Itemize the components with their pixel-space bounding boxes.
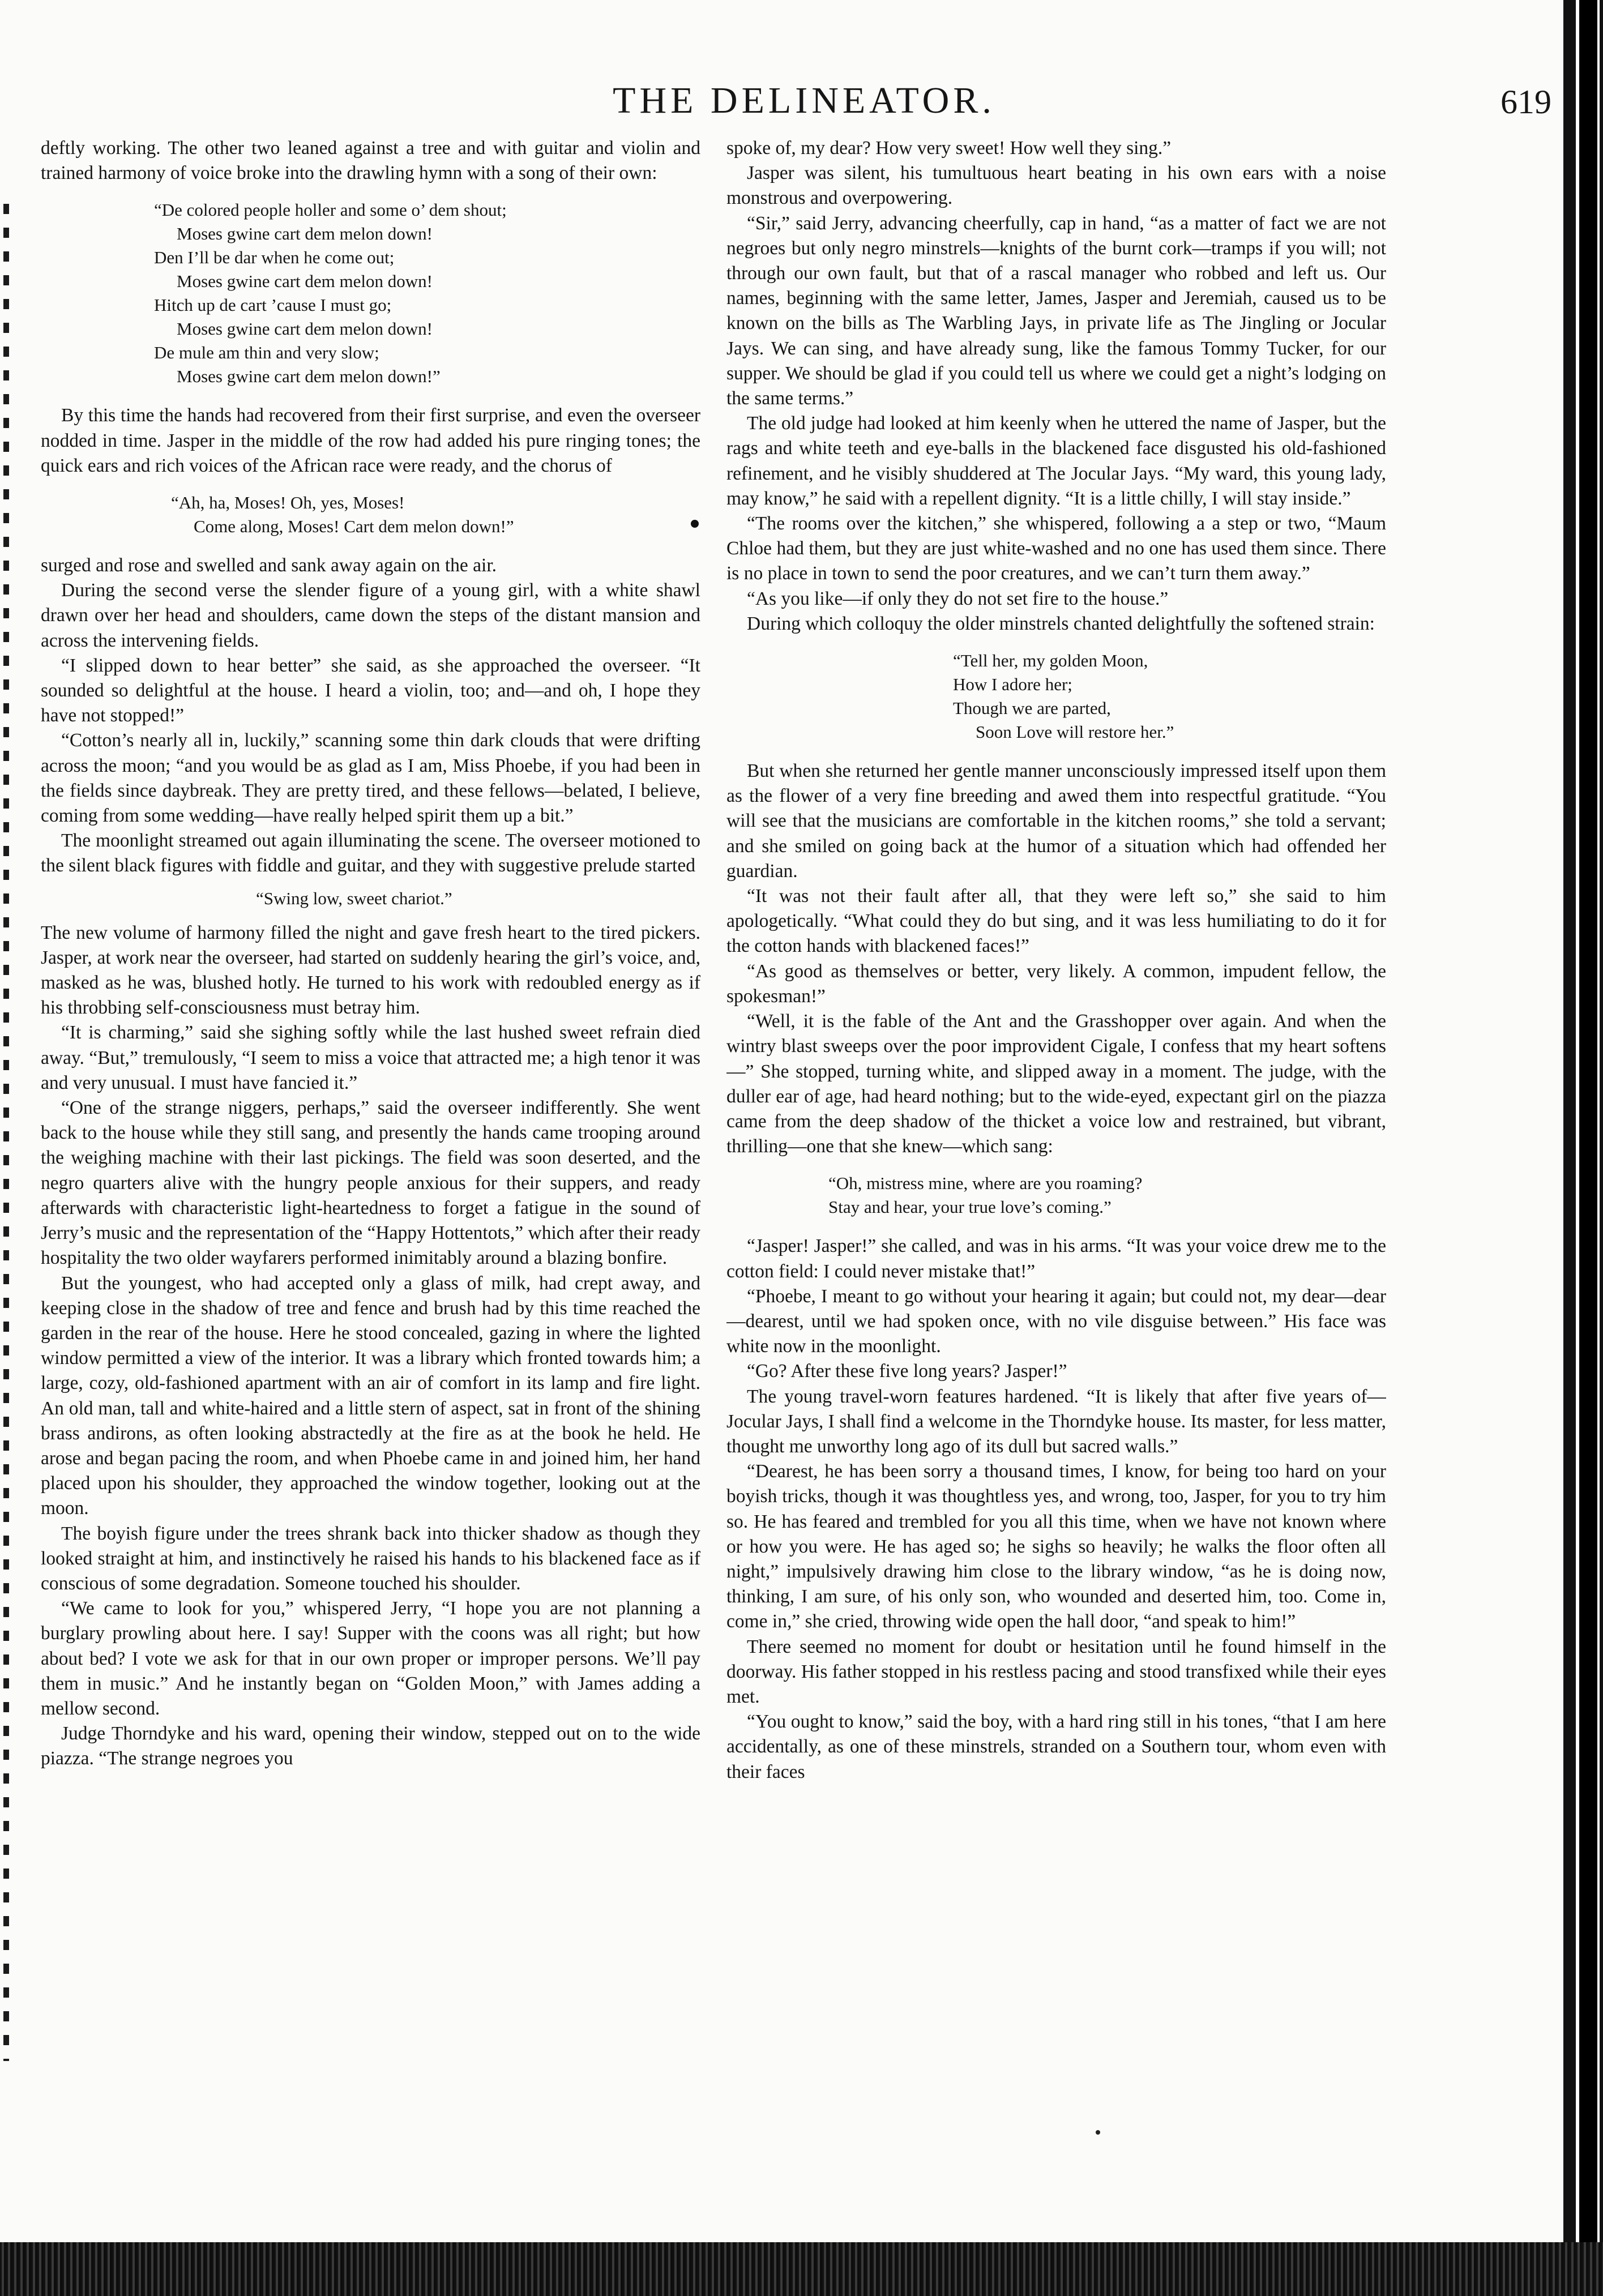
paragraph: “As you like—if only they do not set fire to the house.” <box>747 588 1169 609</box>
paragraph: “Sir,” said Jerry, advancing cheerfully, cap in hand, “as a matter of fact we are not negroes but only negro minstrels—knights of the burnt cork—tramps if you will; not through our own fault, but that of a rascal manager who robbed and left us. Our names, beginning with the same letter, James, Jasper and Jeremiah, caused us to be known on the bills as The Warbling Jays, in private life as The Jingling or Jocular Jays. We can sing, and have already sung, like the famous Tommy Tucker, for our supper. We should be glad if you could tell us where we could get a night’s lodging on the same terms.” <box>726 212 1386 409</box>
paragraph: “Well, it is the fable of the Ant and the Grasshopper over again. And when the wintry blast sweeps over the poor improvident Cigale, I confess that my heart softens—” She stopped, turning white, and slipped away in a moment. The judge, with the duller ear of age, had heard nothing; but to the wide-eyed, expectant girl on the piazza came from the deep shadow of the thicket a voice low and restrained, but vibrant, thrilling—one that she knew—which sang: <box>726 1011 1386 1157</box>
verse-line: Though we are parted, <box>953 698 1111 719</box>
verse-line: Soon Love will restore her.” <box>976 722 1174 742</box>
verse-line: Hitch up de cart ’cause I must go; <box>154 295 392 315</box>
verse-line: “Oh, mistress mine, where are you roaming? <box>828 1173 1143 1194</box>
paragraph: surged and rose and swelled and sank away again on the air. <box>41 555 497 576</box>
page-number: 619 <box>1501 83 1551 121</box>
verse-line: Den I’ll be dar when he come out; <box>154 247 395 268</box>
paragraph: But the youngest, who had accepted only a glass of milk, had crept away, and keeping close in the shadow of tree and fence and brush had by this time reached the garden in the rear of the house. Here he stood concealed, gazing in where the lighted window permitted a view of the interior. It was a library which fronted towards him; a large, cozy, old-fashioned apartment with an air of comfort in its lamp and fire light. An old man, tall and white-haired and a little stern of aspect, sat in front of the shining brass andirons, as often looking abstractedly at the fire as at the book he held. He arose and began pacing the room, and when Phoebe came in and joined him, her hand placed upon his shoulder, they approached the window together, looking out at the moon. <box>41 1272 700 1519</box>
verse-line: “Tell her, my golden Moon, <box>953 651 1148 671</box>
right-column <box>726 136 1386 2174</box>
verse-line: How I adore her; <box>953 674 1072 695</box>
paragraph: But when she returned her gentle manner unconsciously impressed itself upon them as the flower of a very fine breeding and awed them into respectful gratitude. “You will see that the musicians are comfortable in the kitchen rooms,” she told a servant; and she smiled on going back at the humor of a situation which had offended her guardian. <box>726 760 1386 882</box>
paragraph: “We came to look for you,” whispered Jerry, “I hope you are not planning a burglary prowling about here. I say! Supper with the coons was all right; but how about bed? I vote we ask for that in our own proper or improper persons. We’ll pay them in music.” And he instantly began on “Golden Moon,” with James adding a mellow second. <box>41 1598 700 1719</box>
binding-gutter-marks <box>3 204 9 2061</box>
running-head <box>125 79 1574 130</box>
paragraph: “It was not their fault after all, that they were left so,” she said to him apologetically. “What could they do but sing, and it was less humiliating to do it for the cotton hands with blackened faces!” <box>726 886 1386 957</box>
verse-line: Come along, Moses! Cart dem melon down!” <box>194 516 514 537</box>
paragraph: “Jasper! Jasper!” she called, and was in his arms. “It was your voice drew me to the cotton field: I could never mistake that!” <box>726 1235 1386 1282</box>
verse-line: Moses gwine cart dem melon down! <box>177 319 433 339</box>
verse-line: Moses gwine cart dem melon down! <box>177 224 433 244</box>
left-column <box>41 136 700 2174</box>
verse-line: Stay and hear, your true love’s coming.” <box>828 1197 1112 1217</box>
song-title-line <box>256 887 700 910</box>
paragraph: “One of the strange niggers, perhaps,” said the overseer indifferently. She went back to the house while they still sang, and presently the hands came trooping around the weighing machine with their last pickings. The field was soon deserted, and the negro quarters alive with the hungry people anxious for their suppers, and ready afterwards with characteristic light-heartedness to forget a fatigue in the sound of Jerry’s music and the representation of the “Happy Hottentots,” which after their ready hospitality the two older wayfarers performed inimitably around a blazing bonfire. <box>41 1097 700 1269</box>
paragraph: The moonlight streamed out again illuminating the scene. The overseer motioned to the silent black figures with fiddle and guitar, and they with suggestive prelude started <box>41 830 700 877</box>
paragraph: The new volume of harmony filled the night and gave fresh heart to the tired pickers. Jasper, at work near the overseer, had started on suddenly hearing the girl’s voice, and, masked as he was, blushed hotly. He turned to his work with redoubled energy as if his throbbing self-consciousness must betray him. <box>41 922 700 1019</box>
verse-line: Moses gwine cart dem melon down! <box>177 271 433 292</box>
paragraph: Jasper was silent, his tumultuous heart beating in his own ears with a noise monstrous and overpowering. <box>726 163 1386 209</box>
song-verse <box>154 198 700 388</box>
paragraph: deftly working. The other two leaned against a tree and with guitar and violin and trained harmony of voice broke into the drawling hymn with a song of their own: <box>41 138 700 184</box>
paragraph: “Phoebe, I meant to go without your hearing it again; but could not, my dear—dear—dearest, until we had spoken once, with no vile disguise between.” His face was white now in the moonlight. <box>726 1285 1386 1357</box>
verse-line: De mule am thin and very slow; <box>154 343 379 363</box>
paragraph: “Go? After these five long years? Jasper!” <box>747 1361 1067 1382</box>
paragraph: During which colloquy the older minstrels chanted delightfully the softened strain: <box>747 613 1375 634</box>
paragraph: There seemed no moment for doubt or hesitation until he found himself in the doorway. His father stopped in his restless pacing and stood transfixed while their eyes met. <box>726 1636 1386 1707</box>
paragraph: “Cotton’s nearly all in, luckily,” scanning some thin dark clouds that were drifting across the moon; “and you would be as glad as I am, Miss Phoebe, if you had been in the fields since daybreak. They are pretty tired, and these fellows—belated, I believe, coming from some wedding—have really helped spirit them up a bit.” <box>41 730 700 827</box>
scan-bottom-edge <box>0 2242 1603 2296</box>
paragraph: “It is charming,” said she sighing softly while the last hushed sweet refrain died away. “But,” tremulously, “I seem to miss a voice that attracted me; a high tenor it was and very unusual. I must have fancied it.” <box>41 1022 700 1093</box>
verse-line: Moses gwine cart dem melon down!” <box>177 366 441 387</box>
paragraph: Judge Thorndyke and his ward, opening their window, stepped out on to the wide piazza. “The strange negroes you <box>41 1723 700 1769</box>
paragraph: “You ought to know,” said the boy, with a hard ring still in his tones, “that I am here accidentally, as one of these minstrels, stranded on a Southern tour, whom even with their faces <box>726 1711 1386 1782</box>
verse-line: “De colored people holler and some o’ dem shout; <box>154 200 507 220</box>
song-verse <box>828 1171 1386 1219</box>
ink-speck <box>1096 2130 1100 2135</box>
paragraph: “The rooms over the kitchen,” she whispered, following a a step or two, “Maum Chloe had them, but they are just white-washed and no one has used them since. There is no place in town to send the poor creatures, and we can’t turn them away.” <box>726 513 1386 584</box>
paragraph: “As good as themselves or better, very likely. A common, impudent fellow, the spokesman!” <box>726 960 1386 1007</box>
ink-dot <box>691 520 699 528</box>
paragraph: The old judge had looked at him keenly when he uttered the name of Jasper, but the rags and white teeth and eye-balls in the blackened face disgusted his old-fashioned refinement, and he visibly shuddered at The Jocular Jays. “My ward, this young lady, may know,” he said with a repellent dignity. “It is a little chilly, I will stay inside.” <box>726 413 1386 509</box>
paragraph: The young travel-worn features hardened. “It is likely that after five years of—Jocular Jays, I shall find a welcome in the Thorndyke house. Its master, for less matter, thought me unworthy long ago of its dull but sacred walls.” <box>726 1386 1386 1457</box>
song-verse <box>953 649 1386 744</box>
verse-line: “Ah, ha, Moses! Oh, yes, Moses! <box>171 493 405 513</box>
chorus-verse <box>171 491 700 538</box>
paragraph: The boyish figure under the trees shrank back into thicker shadow as though they looked straight at him, and instinctively he raised his hands to his blackened face as if conscious of some degradation. Someone touched his shoulder. <box>41 1523 700 1594</box>
paragraph: “Dearest, he has been sorry a thousand times, I know, for being too hard on your boyish tricks, though it was thoughtless yes, and wrong, too, Jasper, for you to try him so. He has feared and trembled for you all this time, when we have not known where or how you were. He has aged so; he sighs so heavily; he walks the floor often all night,” impulsively drawing him close to the library window, “as he is doing now, thinking, I am sure, of his only son, who wounded and deserted him, too. Come in, come in,” she cried, throwing wide open the hall door, “and speak to him!” <box>726 1461 1386 1632</box>
paragraph: During the second verse the slender figure of a young girl, with a white shawl drawn over her head and shoulders, came down the steps of the distant mansion and across the intervening fields. <box>41 580 700 651</box>
paragraph: By this time the hands had recovered from their first surprise, and even the overseer nodded in time. Jasper in the middle of the row had added his pure ringing tones; the quick ears and rich voices of the African race were ready, and the chorus of <box>41 405 700 476</box>
magazine-title: THE DELINEATOR. <box>613 80 995 121</box>
paragraph: spoke of, my dear? How very sweet! How well they sing.” <box>726 138 1172 159</box>
verse-line: “Swing low, sweet chariot.” <box>256 888 452 908</box>
scan-edge-border <box>1563 0 1603 2296</box>
paragraph: “I slipped down to hear better” she said, as she approached the overseer. “It sounded so delightful at the house. I heard a violin, too; and—and oh, I hope they have not stopped!” <box>41 655 700 726</box>
